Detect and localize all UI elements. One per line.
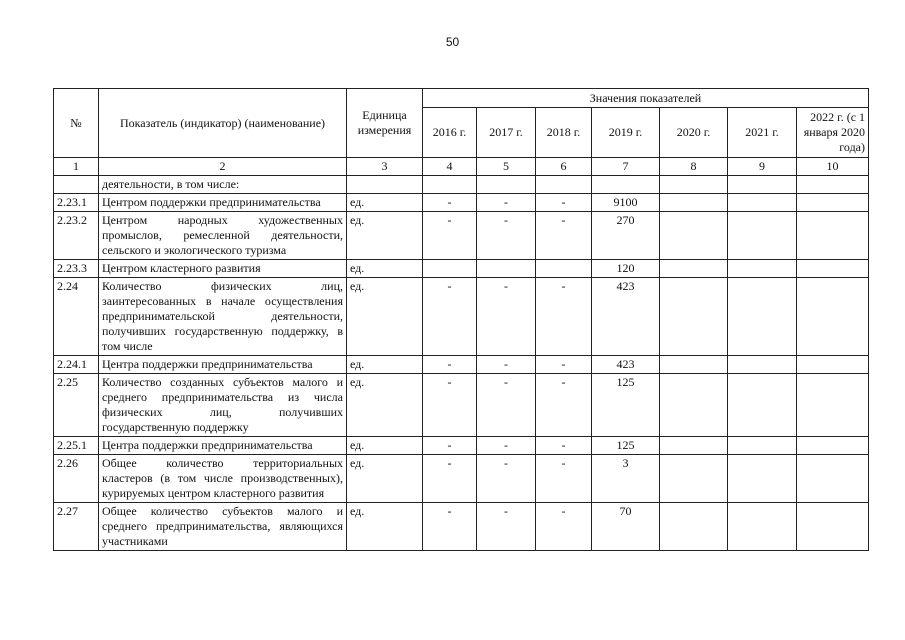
table-row	[54, 260, 869, 278]
column-number: 9	[728, 158, 797, 176]
value-2018: -	[536, 437, 592, 455]
value-2017: -	[477, 212, 536, 260]
header-indicator: Показатель (индикатор) (наименование)	[99, 89, 347, 158]
value-2022	[797, 503, 869, 551]
value-2019: 3	[592, 455, 660, 503]
value-2021	[728, 503, 797, 551]
value-2017	[477, 260, 536, 278]
value-2021	[728, 437, 797, 455]
value-2019: 9100	[592, 194, 660, 212]
page-number: 50	[445, 35, 460, 49]
row-number	[54, 176, 99, 194]
value-2017: -	[477, 503, 536, 551]
value-2018: -	[536, 194, 592, 212]
value-2020	[660, 356, 728, 374]
value-2017: -	[477, 356, 536, 374]
column-number: 4	[423, 158, 477, 176]
table-row	[54, 437, 869, 455]
value-2022	[797, 374, 869, 437]
row-number: 2.24	[54, 278, 99, 356]
column-number: 3	[347, 158, 423, 176]
table-row	[54, 212, 869, 260]
value-2017: -	[477, 194, 536, 212]
row-number: 2.23.1	[54, 194, 99, 212]
column-number: 2	[99, 158, 347, 176]
value-2017: -	[477, 278, 536, 356]
value-2016	[423, 260, 477, 278]
value-2019	[592, 176, 660, 194]
row-number: 2.24.1	[54, 356, 99, 374]
value-2021	[728, 374, 797, 437]
header-num: №	[54, 89, 99, 158]
value-2021	[728, 356, 797, 374]
column-number: 5	[477, 158, 536, 176]
header-year: 2017 г.	[477, 108, 536, 158]
value-2017: -	[477, 455, 536, 503]
value-2016: -	[423, 356, 477, 374]
value-2022	[797, 176, 869, 194]
value-2018: -	[536, 356, 592, 374]
value-2020	[660, 212, 728, 260]
value-2016: -	[423, 278, 477, 356]
row-number: 2.23.2	[54, 212, 99, 260]
value-2016: -	[423, 194, 477, 212]
column-number: 1	[54, 158, 99, 176]
header-unit: Единица измерения	[347, 89, 423, 158]
value-2019: 120	[592, 260, 660, 278]
value-2017: -	[477, 374, 536, 437]
value-2017	[477, 176, 536, 194]
unit-cell	[347, 176, 423, 194]
header-year: 2019 г.	[592, 108, 660, 158]
indicator-name: Количество физических лиц, заинтересованных в начале осуществления предпринимательской деятельности, получивших государственную поддержку, в том числе	[99, 278, 347, 356]
value-2016: -	[423, 455, 477, 503]
indicator-name: Общее количество субъектов малого и среднего предпринимательства, являющихся участниками	[99, 503, 347, 551]
value-2022	[797, 212, 869, 260]
unit-cell: ед.	[347, 194, 423, 212]
header-year: 2020 г.	[660, 108, 728, 158]
header-values-group: Значения показателей	[423, 89, 869, 108]
unit-cell: ед.	[347, 374, 423, 437]
row-number: 2.26	[54, 455, 99, 503]
value-2018	[536, 176, 592, 194]
row-number: 2.27	[54, 503, 99, 551]
table-row	[54, 503, 869, 551]
table-row	[54, 455, 869, 503]
table-row	[54, 194, 869, 212]
value-2021	[728, 260, 797, 278]
value-2018: -	[536, 212, 592, 260]
value-2021	[728, 212, 797, 260]
value-2016: -	[423, 503, 477, 551]
header-year: 2016 г.	[423, 108, 477, 158]
value-2022	[797, 455, 869, 503]
header-year: 2021 г.	[728, 108, 797, 158]
value-2019: 70	[592, 503, 660, 551]
table-row	[54, 278, 869, 356]
value-2020	[660, 455, 728, 503]
value-2020	[660, 437, 728, 455]
value-2022	[797, 194, 869, 212]
value-2019: 125	[592, 374, 660, 437]
column-number: 6	[536, 158, 592, 176]
column-number: 8	[660, 158, 728, 176]
indicator-name: Центром поддержки предпринимательства	[99, 194, 347, 212]
value-2022	[797, 260, 869, 278]
value-2016: -	[423, 437, 477, 455]
value-2018: -	[536, 503, 592, 551]
value-2016: -	[423, 374, 477, 437]
value-2022	[797, 278, 869, 356]
indicator-name: деятельности, в том числе:	[99, 176, 347, 194]
header-year: 2022 г. (с 1 января 2020 года)	[797, 108, 869, 158]
unit-cell: ед.	[347, 437, 423, 455]
value-2018: -	[536, 455, 592, 503]
table-row	[54, 176, 869, 194]
unit-cell: ед.	[347, 260, 423, 278]
table-row	[54, 374, 869, 437]
indicator-name: Центра поддержки предпринимательства	[99, 437, 347, 455]
value-2022	[797, 356, 869, 374]
column-number: 7	[592, 158, 660, 176]
indicator-name: Общее количество территориальных кластеров (в том числе производственных), курируемых центром кластерного развития	[99, 455, 347, 503]
value-2020	[660, 176, 728, 194]
value-2020	[660, 503, 728, 551]
row-number: 2.25.1	[54, 437, 99, 455]
unit-cell: ед.	[347, 212, 423, 260]
value-2020	[660, 374, 728, 437]
table-row	[54, 356, 869, 374]
value-2018: -	[536, 374, 592, 437]
value-2019: 423	[592, 356, 660, 374]
value-2021	[728, 194, 797, 212]
value-2020	[660, 194, 728, 212]
value-2021	[728, 176, 797, 194]
indicator-name: Центра поддержки предпринимательства	[99, 356, 347, 374]
unit-cell: ед.	[347, 455, 423, 503]
row-number: 2.23.3	[54, 260, 99, 278]
value-2022	[797, 437, 869, 455]
value-2021	[728, 278, 797, 356]
value-2021	[728, 455, 797, 503]
value-2017: -	[477, 437, 536, 455]
value-2019: 125	[592, 437, 660, 455]
value-2019: 270	[592, 212, 660, 260]
value-2020	[660, 260, 728, 278]
indicator-name: Центром кластерного развития	[99, 260, 347, 278]
column-number: 10	[797, 158, 869, 176]
row-number: 2.25	[54, 374, 99, 437]
value-2018: -	[536, 278, 592, 356]
unit-cell: ед.	[347, 278, 423, 356]
value-2016: -	[423, 212, 477, 260]
value-2020	[660, 278, 728, 356]
value-2016	[423, 176, 477, 194]
value-2019: 423	[592, 278, 660, 356]
indicators-table	[53, 88, 869, 551]
header-year: 2018 г.	[536, 108, 592, 158]
unit-cell: ед.	[347, 503, 423, 551]
indicator-name: Центром народных художественных промыслов, ремесленной деятельности, сельского и экологического туризма	[99, 212, 347, 260]
unit-cell: ед.	[347, 356, 423, 374]
value-2018	[536, 260, 592, 278]
indicator-name: Количество созданных субъектов малого и среднего предпринимательства из числа физических лиц, получивших государственную поддержку	[99, 374, 347, 437]
